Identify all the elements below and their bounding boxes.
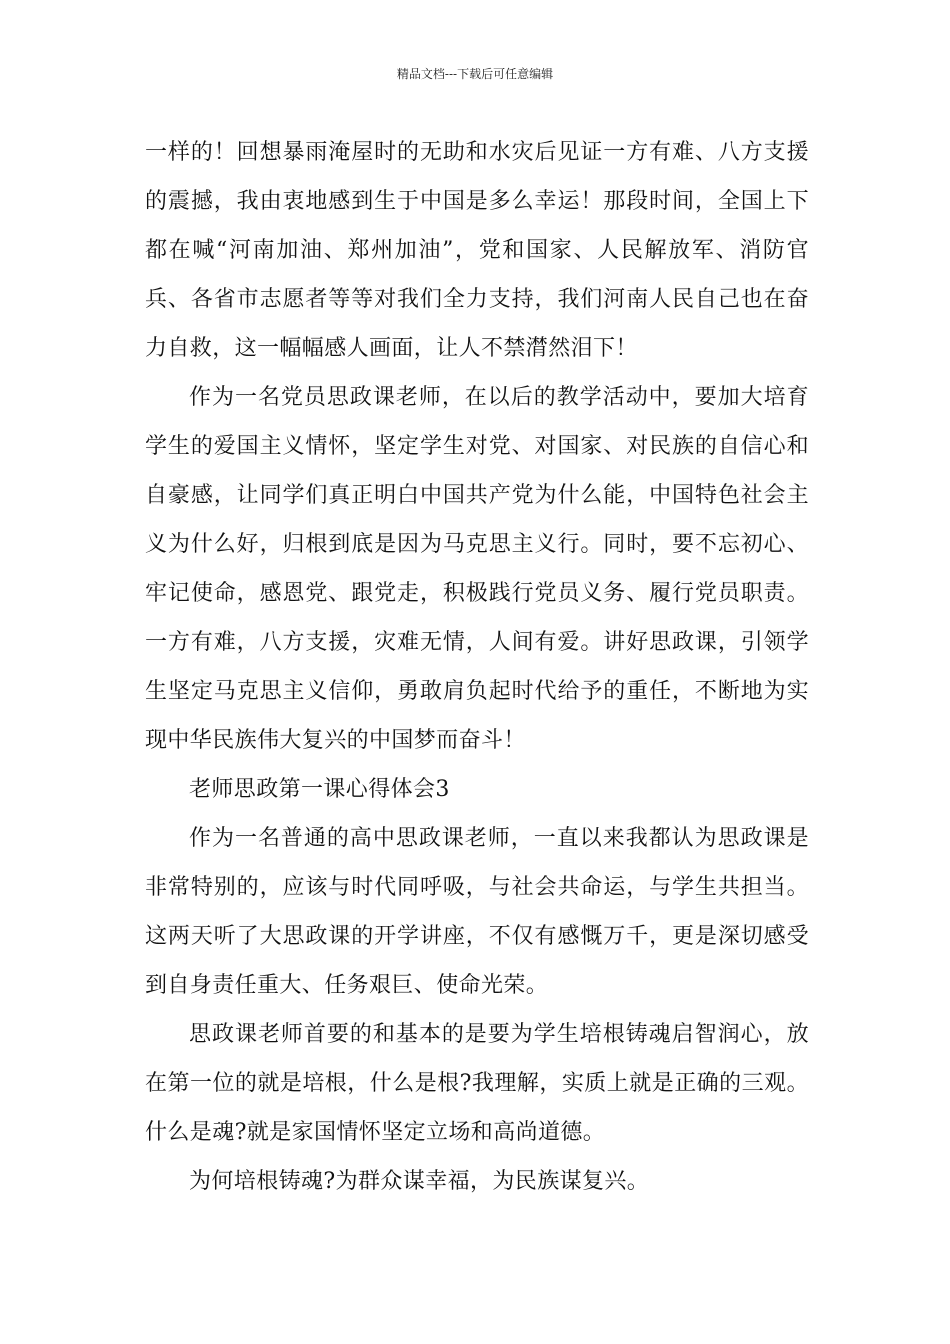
paragraph-4: 思政课老师首要的和基本的是要为学生培根铸魂启智润心，放在第一位的就是培根，什么是根?我理解，实质上就是正确的三观。什么是魂?就是家国情怀坚定立场和高尚道德。 (145, 1022, 809, 1145)
section-title: 老师思政第一课心得体会3 (189, 777, 450, 802)
paragraph-1: 一样的！回想暴雨淹屋时的无助和水灾后见证一方有难、八方支援的震撼，我由衷地感到生于中国是多么幸运！那段时间，全国上下都在喊“河南加油、郑州加油”，党和国家、人民解放军、消防官兵、各省市志愿者等等对我们全力支持，我们河南人民自己也在奋力自救，这一幅幅感人画面，让人不禁潸然泪下！ (145, 140, 809, 361)
page-header: 精品文档---下载后可任意编辑 (396, 67, 554, 81)
document-body (145, 128, 809, 1206)
paragraph-3: 作为一名普通的高中思政课老师，一直以来我都认为思政课是非常特别的，应该与时代同呼吸，与社会共命运，与学生共担当。这两天听了大思政课的开学讲座，不仅有感慨万千，更是深切感受到自身责任重大、任务艰巨、使命光荣。 (145, 826, 809, 998)
paragraph-5: 为何培根铸魂?为群众谋幸福，为民族谋复兴。 (189, 1169, 650, 1194)
paragraph-2: 作为一名党员思政课老师，在以后的教学活动中，要加大培育学生的爱国主义情怀，坚定学生对党、对国家、对民族的自信心和自豪感，让同学们真正明白中国共产党为什么能，中国特色社会主义为什么好，归根到底是因为马克思主义行。同时，要不忘初心、牢记使命，感恩党、跟党走，积极践行党员义务、履行党员职责。一方有难，八方支援，灾难无情，人间有爱。讲好思政课，引领学生坚定马克思主义信仰，勇敢肩负起时代给予的重任，不断地为实现中华民族伟大复兴的中国梦而奋斗！ (145, 385, 809, 753)
